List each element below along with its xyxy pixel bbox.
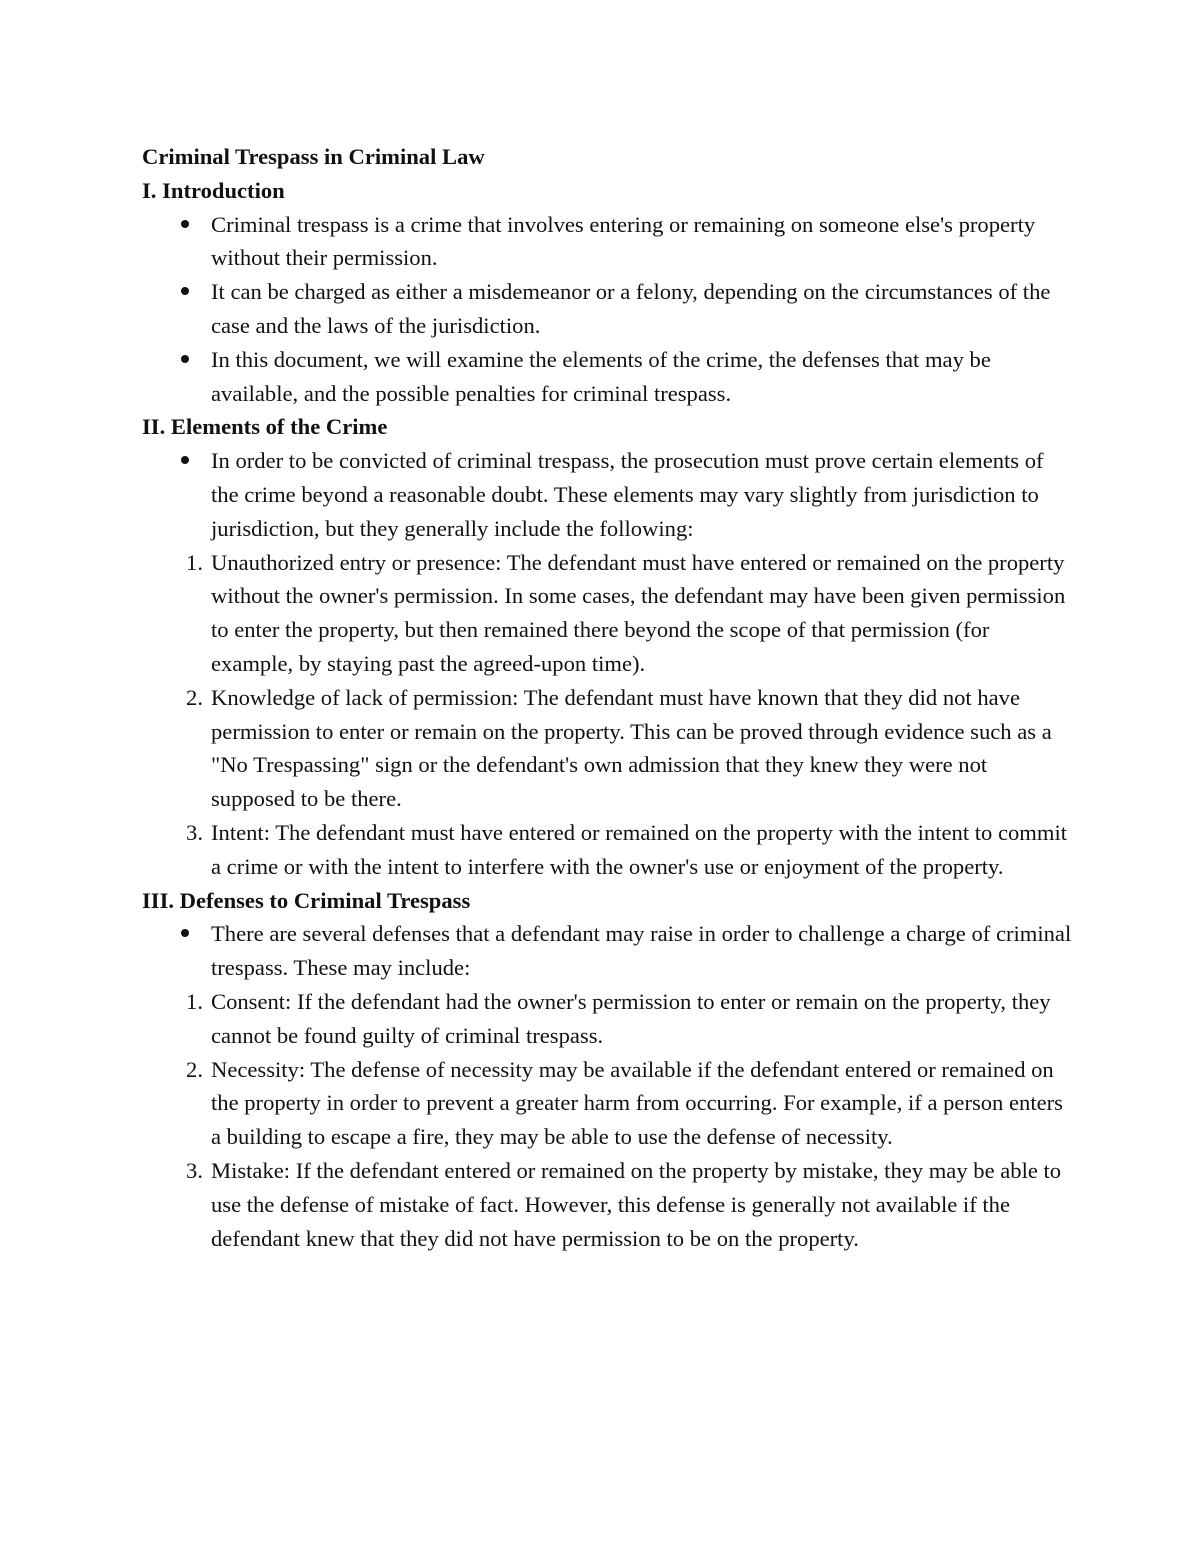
item-text: Consent: If the defendant had the owner's permission to enter or remain on the property, they cannot be found guilty of criminal trespass. xyxy=(211,988,1051,1048)
numbered-item xyxy=(142,1053,1072,1154)
item-text: In this document, we will examine the elements of the crime, the defenses that may be available, and the possible penalties for criminal trespass. xyxy=(211,346,991,406)
item-text: There are several defenses that a defendant may raise in order to challenge a charge of criminal trespass. These may include: xyxy=(211,921,1072,981)
list-item xyxy=(142,444,1072,545)
bullet-icon xyxy=(181,456,189,464)
section-heading: II. Elements of the Crime xyxy=(142,414,388,440)
item-number: 3. xyxy=(186,1157,203,1183)
list-item xyxy=(142,917,1072,985)
item-text: Necessity: The defense of necessity may be available if the defendant entered or remained on the property in order to prevent a greater harm from occurring. For example, if a person enters a building to escape a fire, they may be able to use the defense of necessity. xyxy=(211,1056,1063,1150)
item-list xyxy=(142,917,1072,1255)
item-text: Unauthorized entry or presence: The defendant must have entered or remained on the property without the owner's permission. In some cases, the defendant may have been given permission to enter the property, but then remained there beyond the scope of that permission (for example, by staying past the agreed-upon time). xyxy=(211,549,1066,676)
numbered-item xyxy=(142,1154,1072,1255)
section-heading: III. Defenses to Criminal Trespass xyxy=(142,887,471,913)
item-list xyxy=(142,208,1072,411)
item-text: Criminal trespass is a crime that involves entering or remaining on someone else's property without their permission. xyxy=(211,211,1036,271)
list-item xyxy=(142,343,1072,411)
numbered-item xyxy=(142,985,1072,1053)
item-number: 1. xyxy=(186,988,203,1014)
bullet-icon xyxy=(181,929,189,937)
document-page xyxy=(142,140,1072,1255)
numbered-item xyxy=(142,816,1072,884)
item-text: Knowledge of lack of permission: The defendant must have known that they did not have permission to enter or remain on the property. This can be proved through evidence such as a "No Trespassing" sign or the defendant's own admission that they knew they were not supposed to be there. xyxy=(211,684,1052,812)
item-list xyxy=(142,444,1072,883)
item-text: In order to be convicted of criminal trespass, the prosecution must prove certain elements of the crime beyond a reasonable doubt. These elements may vary slightly from jurisdiction to jurisdiction, but they generally include the following: xyxy=(211,448,1044,541)
list-item xyxy=(142,208,1072,276)
section-elements-of-the-crime xyxy=(142,410,1072,883)
item-number: 2. xyxy=(186,684,203,710)
bullet-icon xyxy=(181,220,189,228)
item-text: Intent: The defendant must have entered or remained on the property with the intent to commit a crime or with the intent to interfere with the owner's use or enjoyment of the property. xyxy=(211,819,1068,879)
numbered-item xyxy=(142,546,1072,681)
item-text: Mistake: If the defendant entered or remained on the property by mistake, they may be able to use the defense of mistake of fact. However, this defense is generally not available if the defendant knew that they did not have permission to be on the property. xyxy=(211,1157,1062,1251)
section-heading: I. Introduction xyxy=(142,177,285,203)
item-text: It can be charged as either a misdemeanor or a felony, depending on the circumstances of the case and the laws of the jurisdiction. xyxy=(211,279,1051,338)
bullet-icon xyxy=(181,355,189,363)
bullet-icon xyxy=(181,287,189,295)
item-number: 2. xyxy=(186,1056,203,1082)
item-number: 1. xyxy=(186,549,203,575)
numbered-item xyxy=(142,681,1072,816)
section-introduction xyxy=(142,174,1072,411)
section-defenses xyxy=(142,884,1072,1256)
item-number: 3. xyxy=(186,819,203,845)
document-title: Criminal Trespass in Criminal Law xyxy=(142,144,485,169)
list-item xyxy=(142,275,1072,343)
